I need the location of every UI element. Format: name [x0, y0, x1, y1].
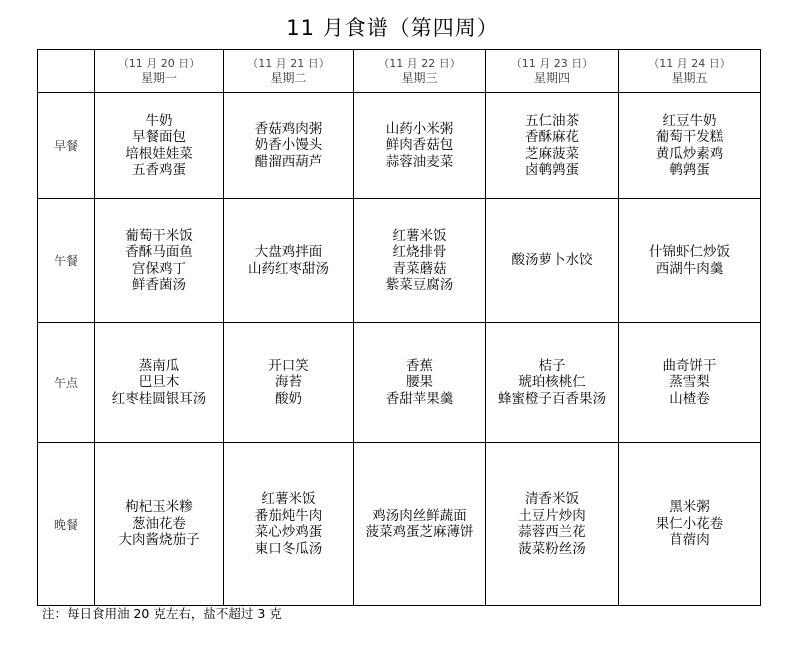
meal-label: 午餐	[38, 199, 95, 323]
menu-cell	[224, 443, 354, 606]
menu-cell	[486, 199, 619, 323]
menu-cell	[224, 323, 354, 443]
dish-item: 红豆牛奶	[662, 112, 717, 129]
dish-item: 五仁油茶	[525, 112, 579, 129]
day-header	[486, 50, 619, 93]
dish-item: 蒸雪梨	[669, 374, 710, 391]
dish-item: 芝麻菠菜	[525, 145, 579, 162]
meal-label: 早餐	[38, 93, 95, 199]
menu-cell	[619, 199, 761, 323]
day-date: （11 月 22 日）	[378, 56, 461, 70]
menu-cell	[95, 93, 224, 199]
dish-item: 鲜肉香菇包	[385, 137, 454, 154]
dish-item: 蒜蓉油麦菜	[385, 153, 454, 170]
dish-item: 红薯米饭	[392, 227, 447, 244]
page-title: 11 月食谱（第四周）	[286, 16, 499, 40]
dish-item: 什锦虾仁炒饭	[649, 244, 730, 260]
dish-item: 黄瓜炒素鸡	[655, 145, 724, 162]
meal-row	[38, 93, 761, 199]
dish-item: 宫保鸡丁	[132, 260, 186, 277]
dish-item: 紫菜豆腐汤	[385, 277, 454, 293]
menu-cell	[224, 93, 354, 199]
menu-cell	[95, 199, 224, 323]
menu-cell	[354, 443, 486, 606]
corner-cell	[38, 50, 95, 93]
dish-item: 葡萄干米饭	[125, 227, 193, 244]
dish-item: 西湖牛肉羹	[655, 260, 724, 277]
meal-label: 午点	[38, 323, 95, 443]
dish-item: 香甜苹果羹	[385, 390, 454, 407]
menu-cell	[224, 199, 354, 323]
menu-cell	[354, 323, 486, 443]
dish-item: 枸杞玉米糁	[125, 499, 193, 516]
dish-item: 香酥马面鱼	[125, 244, 193, 260]
dish-item: 早餐面包	[132, 129, 186, 145]
day-header	[95, 50, 224, 93]
dish-item: 東口冬瓜汤	[254, 540, 323, 557]
menu-cell	[486, 93, 619, 199]
dish-item: 鹌鹑蛋	[669, 162, 710, 178]
dish-item: 鸡汤肉丝鲜蔬面	[372, 507, 467, 524]
dish-item: 红烧排骨	[392, 244, 447, 260]
day-weekday: 星期四	[533, 70, 570, 85]
dish-item: 黑米粥	[669, 499, 710, 516]
dish-item: 红薯米饭	[261, 491, 316, 507]
dish-item: 苜蓿肉	[669, 532, 710, 549]
day-weekday: 星期五	[671, 70, 708, 85]
menu-cell	[619, 93, 761, 199]
dish-item: 腰果	[406, 374, 433, 391]
dish-item: 香蕉	[406, 357, 433, 374]
menu-cell	[486, 443, 619, 606]
meal-row	[38, 443, 761, 606]
menu-cell	[619, 323, 761, 443]
dish-item: 牛奶	[145, 112, 173, 129]
dish-item: 卤鹌鹑蛋	[525, 162, 579, 178]
menu-cell	[619, 443, 761, 606]
dish-item: 醋溜西葫芦	[254, 153, 323, 170]
dish-item: 菜心炒鸡蛋	[254, 524, 323, 540]
dish-item: 葱油花卷	[132, 515, 186, 532]
dish-item: 奶香小馒头	[254, 137, 323, 154]
dish-item: 巴旦木	[138, 374, 180, 391]
dish-item: 大盘鸡拌面	[254, 244, 323, 260]
dish-item: 香菇鸡肉粥	[254, 120, 323, 137]
menu-cell	[95, 323, 224, 443]
dish-item: 琥珀核桃仁	[518, 374, 586, 391]
menu-cell	[354, 199, 486, 323]
dish-item: 山楂卷	[669, 390, 710, 407]
day-date: （11 月 20 日）	[117, 56, 201, 70]
dish-item: 培根娃娃菜	[125, 145, 193, 162]
dish-item: 桔子	[538, 357, 566, 374]
meal-row	[38, 323, 761, 443]
dish-item: 五香鸡蛋	[132, 162, 186, 178]
dish-item: 大肉酱烧茄子	[118, 532, 200, 549]
footnote: 注：每日食用油 20 克左右，盐不超过 3 克	[42, 606, 282, 621]
dish-item: 山药红枣甜汤	[248, 260, 329, 277]
dish-item: 蒜蓉西兰花	[518, 524, 586, 540]
menu-cell	[95, 443, 224, 606]
day-header	[224, 50, 354, 93]
dish-item: 香酥麻花	[525, 129, 579, 145]
dish-item: 蜂蜜橙子百香果汤	[498, 390, 606, 407]
dish-item: 开口笑	[268, 357, 309, 374]
day-weekday: 星期三	[401, 70, 438, 85]
dish-item: 鲜香菌汤	[132, 277, 186, 293]
day-weekday: 星期二	[270, 70, 307, 85]
dish-item: 菠菜鸡蛋芝麻薄饼	[365, 524, 474, 540]
day-date: （11 月 21 日）	[247, 56, 330, 70]
dish-item: 土豆片炒肉	[518, 507, 586, 524]
dish-item: 酸汤萝卜水饺	[511, 252, 593, 269]
weekly-menu-table	[37, 49, 761, 606]
menu-cell	[486, 323, 619, 443]
dish-item: 山药小米粥	[385, 120, 454, 137]
day-header	[354, 50, 486, 93]
day-header	[619, 50, 761, 93]
dish-item: 酸奶	[275, 390, 302, 407]
meal-row	[38, 199, 761, 323]
menu-cell	[354, 93, 486, 199]
day-weekday: 星期一	[140, 70, 177, 85]
header-row	[38, 50, 761, 93]
dish-item: 葡萄干发糕	[655, 129, 724, 145]
day-date: （11 月 24 日）	[648, 56, 731, 70]
meal-label: 晚餐	[38, 443, 95, 606]
dish-item: 曲奇饼干	[662, 357, 717, 374]
dish-item: 果仁小花卷	[655, 515, 724, 532]
dish-item: 清香米饭	[525, 491, 579, 507]
dish-item: 番茄炖牛肉	[254, 507, 323, 524]
dish-item: 海苔	[275, 374, 302, 391]
day-date: （11 月 23 日）	[510, 56, 594, 70]
dish-item: 蒸南瓜	[138, 357, 180, 374]
dish-item: 菠菜粉丝汤	[518, 540, 586, 557]
dish-item: 青菜蘑菇	[392, 260, 447, 277]
dish-item: 红枣桂圆银耳汤	[111, 390, 207, 407]
